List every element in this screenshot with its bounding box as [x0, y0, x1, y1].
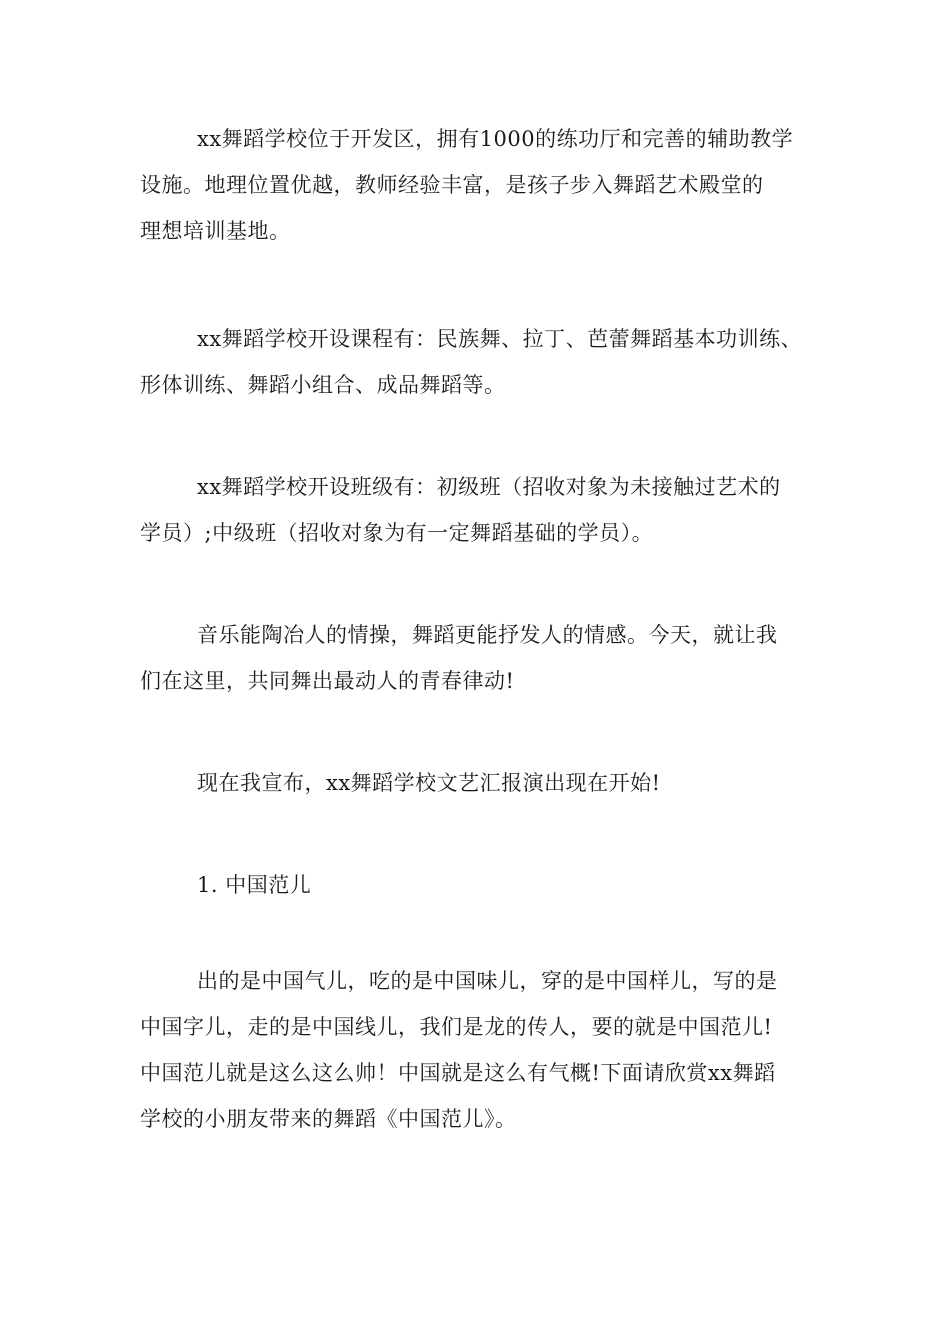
text-line: 设施。地理位置优越，教师经验丰富，是孩子步入舞蹈艺术殿堂的: [140, 173, 764, 197]
text-line: 理想培训基地。: [140, 219, 291, 243]
text-line: 中国字儿，走的是中国线儿，我们是龙的传人，要的就是中国范儿!: [140, 1015, 773, 1039]
paragraph-classes: [140, 464, 812, 556]
text-line: 学员）;中级班（招收对象为有一定舞蹈基础的学员）。: [140, 521, 654, 545]
text-line: 们在这里，共同舞出最动人的青春律动!: [140, 669, 515, 693]
paragraph-music-dance: [140, 612, 812, 704]
paragraph-announcement: [140, 760, 812, 806]
text-line: xx舞蹈学校位于开发区，拥有1000的练功厅和完善的辅助教学: [197, 127, 794, 151]
text-line: 出的是中国气儿，吃的是中国味儿，穿的是中国样儿，写的是: [197, 969, 778, 993]
paragraph-program-intro: [140, 958, 812, 1142]
section-heading-program-1: [140, 862, 812, 908]
paragraph-courses: [140, 316, 812, 408]
text-line: 现在我宣布，xx舞蹈学校文艺汇报演出现在开始!: [197, 771, 661, 795]
program-title: 1. 中国范儿: [197, 873, 312, 897]
text-line: xx舞蹈学校开设班级有：初级班（招收对象为未接触过艺术的: [197, 475, 781, 499]
text-line: xx舞蹈学校开设课程有：民族舞、拉丁、芭蕾舞蹈基本功训练、: [197, 327, 803, 351]
text-line: 中国范儿就是这么这么帅！中国就是这么有气概!下面请欣赏xx舞蹈: [140, 1061, 776, 1085]
paragraph-school-intro: [140, 116, 812, 254]
text-line: 音乐能陶冶人的情操，舞蹈更能抒发人的情感。今天，就让我: [197, 623, 778, 647]
text-line: 学校的小朋友带来的舞蹈《中国范儿》。: [140, 1107, 517, 1131]
text-line: 形体训练、舞蹈小组合、成品舞蹈等。: [140, 373, 506, 397]
